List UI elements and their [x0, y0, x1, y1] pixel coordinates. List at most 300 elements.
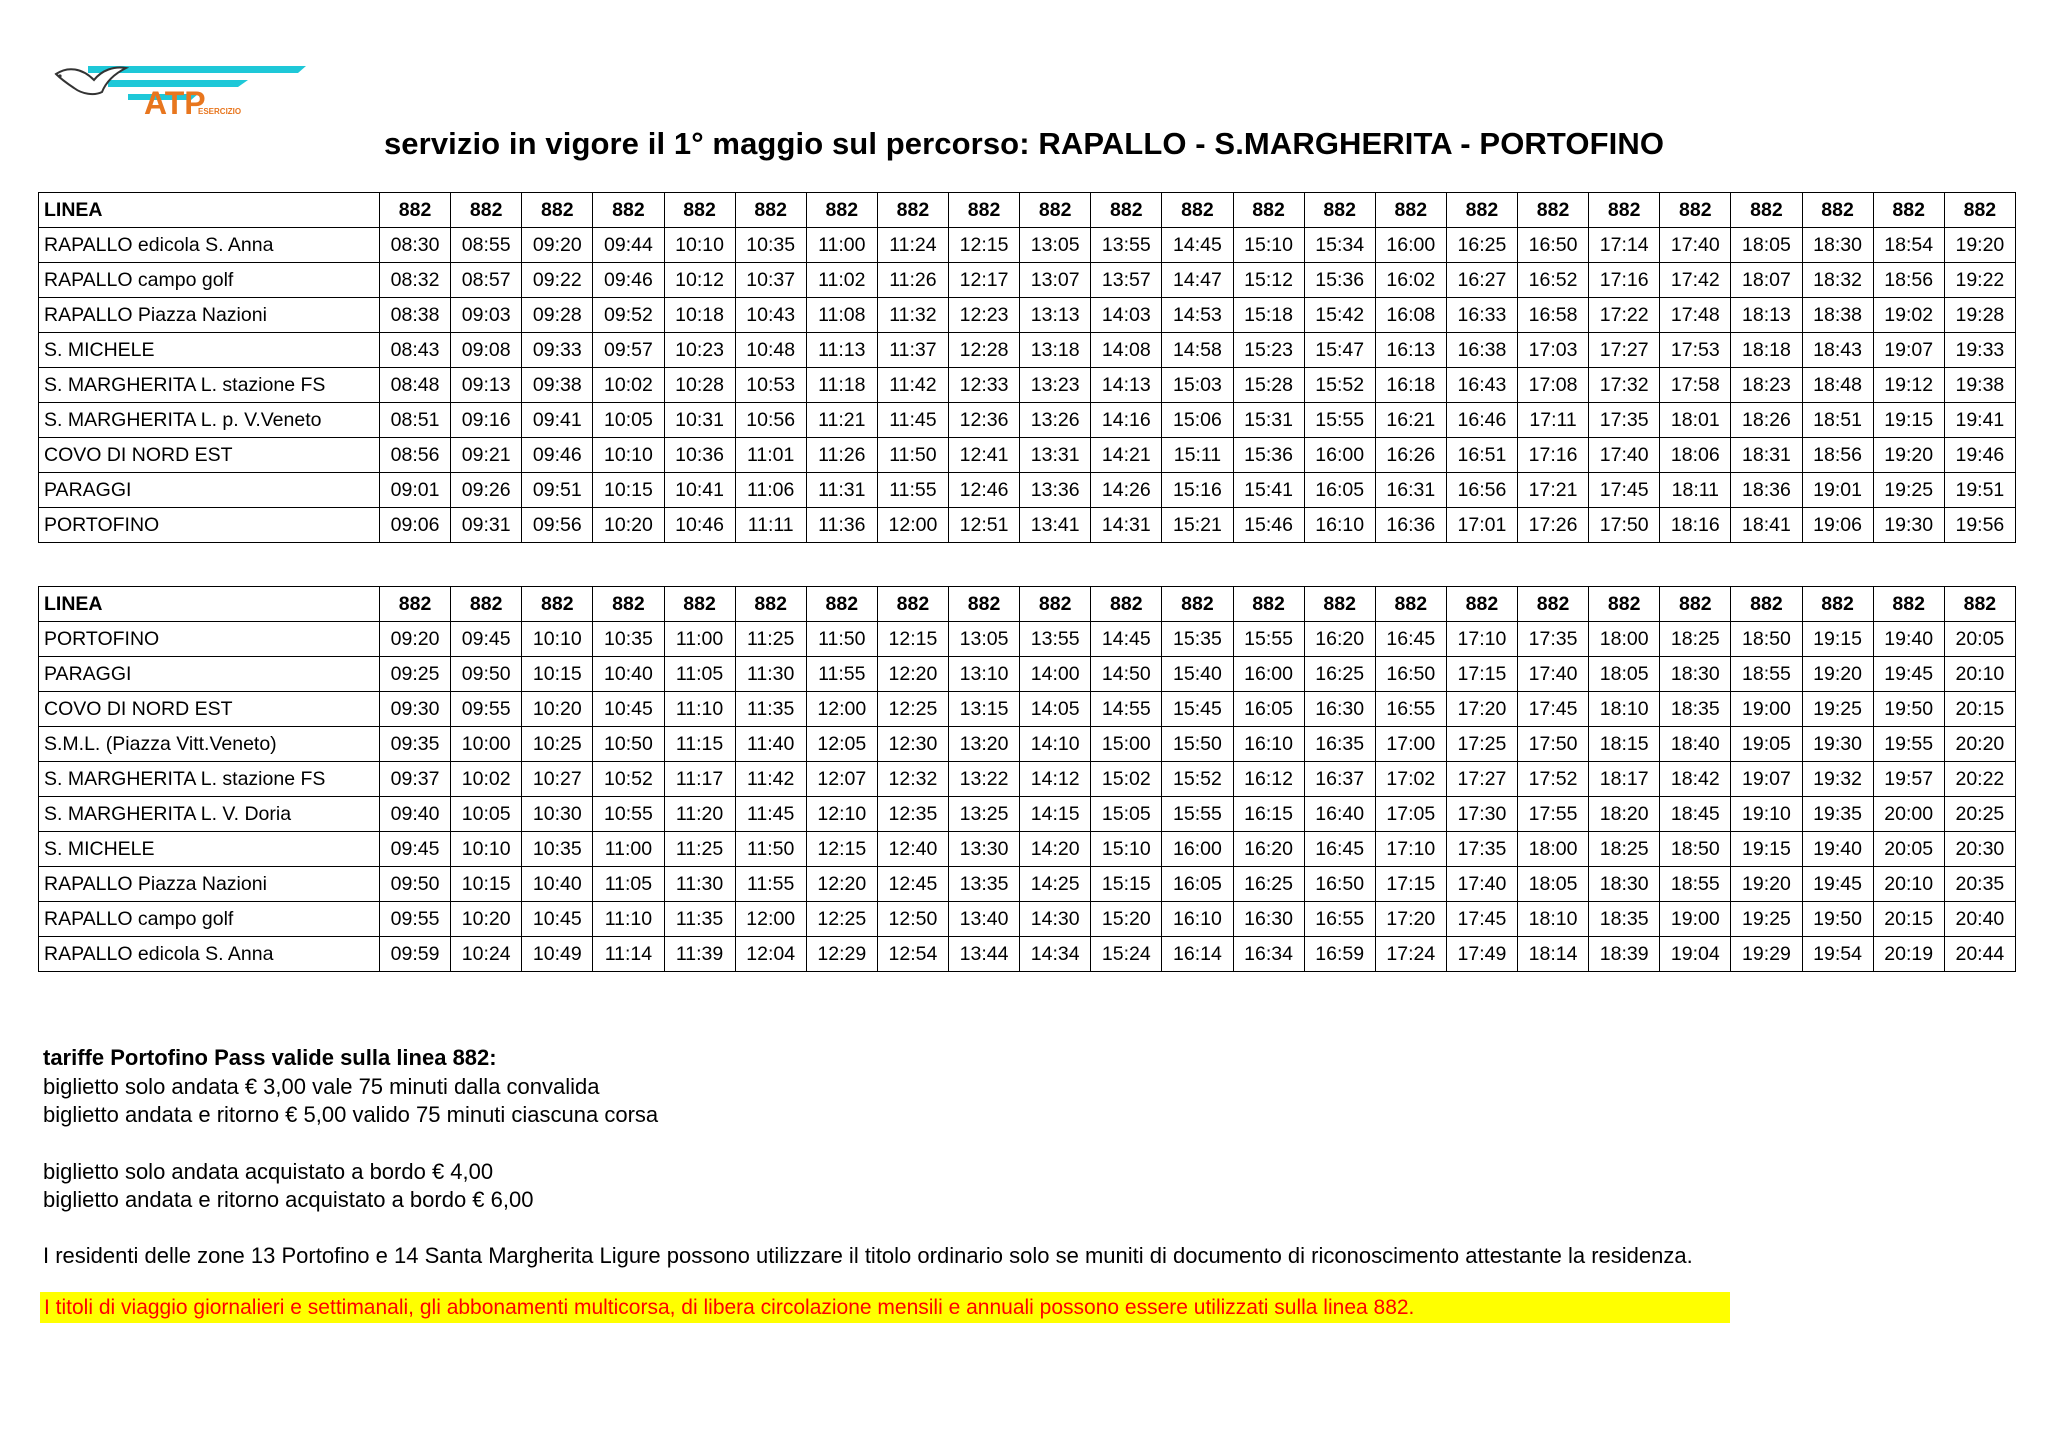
- table-row: [39, 333, 2016, 368]
- time-cell: 18:54: [1873, 228, 1944, 263]
- time-cell: 18:20: [1589, 797, 1660, 832]
- time-cell: 16:05: [1233, 692, 1304, 727]
- time-cell: 16:59: [1304, 937, 1375, 972]
- time-cell: 18:35: [1660, 692, 1731, 727]
- time-cell: 18:15: [1589, 727, 1660, 762]
- time-cell: 20:30: [1944, 832, 2015, 867]
- time-cell: 19:45: [1802, 867, 1873, 902]
- time-cell: 16:31: [1375, 473, 1446, 508]
- time-cell: 17:50: [1589, 508, 1660, 543]
- fare-line: biglietto andata e ritorno € 5,00 valido 75 minuti ciascuna corsa: [43, 1102, 659, 1127]
- time-cell: 12:40: [877, 832, 948, 867]
- time-cell: 17:32: [1589, 368, 1660, 403]
- time-cell: 15:12: [1233, 263, 1304, 298]
- line-number-cell: 882: [664, 193, 735, 228]
- residents-note: I residenti delle zone 13 Portofino e 14 Santa Margherita Ligure possono utilizzare il titolo ordinario solo se muniti di documento di riconoscimento attestante la residenza.: [43, 1243, 1693, 1268]
- time-cell: 13:25: [949, 797, 1020, 832]
- line-number-cell: 882: [877, 587, 948, 622]
- time-cell: 17:45: [1589, 473, 1660, 508]
- time-cell: 15:52: [1304, 368, 1375, 403]
- time-cell: 14:13: [1091, 368, 1162, 403]
- time-cell: 16:20: [1233, 832, 1304, 867]
- time-cell: 10:28: [664, 368, 735, 403]
- line-number-cell: 882: [451, 587, 522, 622]
- time-cell: 17:16: [1518, 438, 1589, 473]
- stop-name-cell: S. MICHELE: [39, 333, 380, 368]
- time-cell: 13:23: [1020, 368, 1091, 403]
- time-cell: 16:38: [1446, 333, 1517, 368]
- time-cell: 16:00: [1375, 228, 1446, 263]
- time-cell: 16:10: [1233, 727, 1304, 762]
- time-cell: 18:36: [1731, 473, 1802, 508]
- time-cell: 08:57: [451, 263, 522, 298]
- time-cell: 18:10: [1589, 692, 1660, 727]
- time-cell: 18:14: [1518, 937, 1589, 972]
- time-cell: 20:19: [1873, 937, 1944, 972]
- line-number-cell: 882: [1375, 193, 1446, 228]
- time-cell: 09:55: [451, 692, 522, 727]
- time-cell: 11:35: [735, 692, 806, 727]
- time-cell: 19:15: [1802, 622, 1873, 657]
- time-cell: 13:55: [1091, 228, 1162, 263]
- atp-logo: [48, 56, 308, 122]
- time-cell: 18:31: [1731, 438, 1802, 473]
- time-cell: 18:55: [1660, 867, 1731, 902]
- table-row: [39, 508, 2016, 543]
- time-cell: 10:30: [522, 797, 593, 832]
- time-cell: 17:20: [1375, 902, 1446, 937]
- time-cell: 13:57: [1091, 263, 1162, 298]
- stop-name-cell: PARAGGI: [39, 473, 380, 508]
- time-cell: 09:16: [451, 403, 522, 438]
- stop-name-cell: S. MARGHERITA L. stazione FS: [39, 762, 380, 797]
- time-cell: 13:36: [1020, 473, 1091, 508]
- line-number-cell: 882: [1944, 587, 2015, 622]
- time-cell: 11:20: [664, 797, 735, 832]
- time-cell: 19:12: [1873, 368, 1944, 403]
- time-cell: 14:55: [1091, 692, 1162, 727]
- time-cell: 15:55: [1233, 622, 1304, 657]
- time-cell: 11:31: [806, 473, 877, 508]
- time-cell: 17:50: [1518, 727, 1589, 762]
- time-cell: 20:20: [1944, 727, 2015, 762]
- time-cell: 12:35: [877, 797, 948, 832]
- table-row: [39, 727, 2016, 762]
- time-cell: 12:05: [806, 727, 877, 762]
- time-cell: 17:40: [1660, 228, 1731, 263]
- time-cell: 10:53: [735, 368, 806, 403]
- fares-heading: tariffe Portofino Pass valide sulla linea 882:: [43, 1045, 497, 1070]
- time-cell: 09:33: [522, 333, 593, 368]
- line-number-cell: 882: [806, 193, 877, 228]
- time-cell: 11:50: [806, 622, 877, 657]
- time-cell: 17:10: [1375, 832, 1446, 867]
- column-header-linea: LINEA: [39, 193, 380, 228]
- time-cell: 12:23: [949, 298, 1020, 333]
- time-cell: 11:50: [877, 438, 948, 473]
- line-number-cell: 882: [1589, 587, 1660, 622]
- line-number-cell: 882: [1518, 193, 1589, 228]
- time-cell: 18:30: [1589, 867, 1660, 902]
- time-cell: 11:00: [664, 622, 735, 657]
- line-number-cell: 882: [1304, 587, 1375, 622]
- time-cell: 13:20: [949, 727, 1020, 762]
- time-cell: 10:56: [735, 403, 806, 438]
- time-cell: 11:17: [664, 762, 735, 797]
- return-timetable: [38, 586, 2016, 972]
- line-number-cell: 882: [1731, 587, 1802, 622]
- time-cell: 16:30: [1233, 902, 1304, 937]
- time-cell: 15:41: [1233, 473, 1304, 508]
- time-cell: 16:10: [1304, 508, 1375, 543]
- time-cell: 11:36: [806, 508, 877, 543]
- time-cell: 10:45: [522, 902, 593, 937]
- table-header-row: [39, 193, 2016, 228]
- time-cell: 19:29: [1731, 937, 1802, 972]
- time-cell: 09:28: [522, 298, 593, 333]
- table-row: [39, 622, 2016, 657]
- time-cell: 19:25: [1873, 473, 1944, 508]
- time-cell: 18:50: [1660, 832, 1731, 867]
- time-cell: 16:26: [1375, 438, 1446, 473]
- time-cell: 09:51: [522, 473, 593, 508]
- time-cell: 13:41: [1020, 508, 1091, 543]
- time-cell: 11:25: [735, 622, 806, 657]
- time-cell: 09:26: [451, 473, 522, 508]
- time-cell: 08:32: [380, 263, 451, 298]
- stop-name-cell: RAPALLO edicola S. Anna: [39, 937, 380, 972]
- time-cell: 14:50: [1091, 657, 1162, 692]
- time-cell: 14:26: [1091, 473, 1162, 508]
- time-cell: 18:05: [1589, 657, 1660, 692]
- time-cell: 18:51: [1802, 403, 1873, 438]
- time-cell: 11:26: [877, 263, 948, 298]
- time-cell: 15:10: [1233, 228, 1304, 263]
- time-cell: 10:35: [593, 622, 664, 657]
- time-cell: 14:12: [1020, 762, 1091, 797]
- time-cell: 11:42: [735, 762, 806, 797]
- time-cell: 18:48: [1802, 368, 1873, 403]
- time-cell: 18:00: [1518, 832, 1589, 867]
- time-cell: 17:22: [1589, 298, 1660, 333]
- time-cell: 19:20: [1731, 867, 1802, 902]
- table-row: [39, 937, 2016, 972]
- time-cell: 19:54: [1802, 937, 1873, 972]
- line-number-cell: 882: [593, 587, 664, 622]
- time-cell: 12:20: [806, 867, 877, 902]
- time-cell: 18:26: [1731, 403, 1802, 438]
- time-cell: 18:40: [1660, 727, 1731, 762]
- time-cell: 18:30: [1660, 657, 1731, 692]
- time-cell: 16:35: [1304, 727, 1375, 762]
- time-cell: 14:30: [1020, 902, 1091, 937]
- time-cell: 20:44: [1944, 937, 2015, 972]
- time-cell: 16:18: [1375, 368, 1446, 403]
- line-number-cell: 882: [735, 193, 806, 228]
- time-cell: 16:02: [1375, 263, 1446, 298]
- time-cell: 12:00: [735, 902, 806, 937]
- time-cell: 16:58: [1518, 298, 1589, 333]
- time-cell: 14:10: [1020, 727, 1091, 762]
- table-row: [39, 473, 2016, 508]
- time-cell: 10:05: [593, 403, 664, 438]
- time-cell: 19:38: [1944, 368, 2015, 403]
- time-cell: 10:52: [593, 762, 664, 797]
- time-cell: 18:56: [1873, 263, 1944, 298]
- time-cell: 10:24: [451, 937, 522, 972]
- time-cell: 08:48: [380, 368, 451, 403]
- table-row: [39, 902, 2016, 937]
- time-cell: 15:02: [1091, 762, 1162, 797]
- time-cell: 19:30: [1873, 508, 1944, 543]
- time-cell: 19:40: [1873, 622, 1944, 657]
- time-cell: 09:37: [380, 762, 451, 797]
- time-cell: 16:30: [1304, 692, 1375, 727]
- line-number-cell: 882: [1162, 193, 1233, 228]
- time-cell: 09:38: [522, 368, 593, 403]
- time-cell: 18:17: [1589, 762, 1660, 797]
- time-cell: 16:50: [1375, 657, 1446, 692]
- time-cell: 19:15: [1873, 403, 1944, 438]
- time-cell: 10:12: [664, 263, 735, 298]
- time-cell: 10:48: [735, 333, 806, 368]
- time-cell: 16:51: [1446, 438, 1517, 473]
- time-cell: 15:36: [1233, 438, 1304, 473]
- stop-name-cell: PORTOFINO: [39, 508, 380, 543]
- time-cell: 10:15: [593, 473, 664, 508]
- time-cell: 18:32: [1802, 263, 1873, 298]
- time-cell: 16:10: [1162, 902, 1233, 937]
- table-row: [39, 298, 2016, 333]
- time-cell: 12:30: [877, 727, 948, 762]
- time-cell: 09:01: [380, 473, 451, 508]
- time-cell: 17:15: [1446, 657, 1517, 692]
- time-cell: 18:01: [1660, 403, 1731, 438]
- time-cell: 11:15: [664, 727, 735, 762]
- time-cell: 12:20: [877, 657, 948, 692]
- time-cell: 18:43: [1802, 333, 1873, 368]
- line-number-cell: 882: [522, 587, 593, 622]
- time-cell: 18:39: [1589, 937, 1660, 972]
- time-cell: 10:02: [451, 762, 522, 797]
- time-cell: 17:08: [1518, 368, 1589, 403]
- time-cell: 19:57: [1873, 762, 1944, 797]
- time-cell: 10:10: [664, 228, 735, 263]
- time-cell: 19:45: [1873, 657, 1944, 692]
- time-cell: 10:27: [522, 762, 593, 797]
- time-cell: 08:38: [380, 298, 451, 333]
- time-cell: 15:31: [1233, 403, 1304, 438]
- time-cell: 15:00: [1091, 727, 1162, 762]
- time-cell: 17:58: [1660, 368, 1731, 403]
- time-cell: 17:10: [1446, 622, 1517, 657]
- time-cell: 10:45: [593, 692, 664, 727]
- time-cell: 17:26: [1518, 508, 1589, 543]
- time-cell: 19:01: [1802, 473, 1873, 508]
- time-cell: 10:20: [451, 902, 522, 937]
- line-number-cell: 882: [806, 587, 877, 622]
- time-cell: 18:16: [1660, 508, 1731, 543]
- time-cell: 18:50: [1731, 622, 1802, 657]
- stop-name-cell: PARAGGI: [39, 657, 380, 692]
- time-cell: 10:23: [664, 333, 735, 368]
- time-cell: 18:00: [1589, 622, 1660, 657]
- time-cell: 10:35: [522, 832, 593, 867]
- line-number-cell: 882: [1375, 587, 1446, 622]
- time-cell: 16:00: [1233, 657, 1304, 692]
- time-cell: 09:35: [380, 727, 451, 762]
- time-cell: 18:18: [1731, 333, 1802, 368]
- time-cell: 18:10: [1518, 902, 1589, 937]
- time-cell: 17:35: [1446, 832, 1517, 867]
- time-cell: 10:10: [593, 438, 664, 473]
- time-cell: 15:15: [1091, 867, 1162, 902]
- time-cell: 19:35: [1802, 797, 1873, 832]
- time-cell: 11:11: [735, 508, 806, 543]
- time-cell: 19:51: [1944, 473, 2015, 508]
- time-cell: 15:18: [1233, 298, 1304, 333]
- time-cell: 17:49: [1446, 937, 1517, 972]
- time-cell: 11:00: [806, 228, 877, 263]
- stop-name-cell: S. MICHELE: [39, 832, 380, 867]
- time-cell: 16:15: [1233, 797, 1304, 832]
- time-cell: 12:04: [735, 937, 806, 972]
- time-cell: 11:45: [877, 403, 948, 438]
- time-cell: 19:02: [1873, 298, 1944, 333]
- time-cell: 11:39: [664, 937, 735, 972]
- time-cell: 19:10: [1731, 797, 1802, 832]
- time-cell: 12:46: [949, 473, 1020, 508]
- time-cell: 16:13: [1375, 333, 1446, 368]
- time-cell: 10:41: [664, 473, 735, 508]
- time-cell: 17:45: [1518, 692, 1589, 727]
- time-cell: 09:59: [380, 937, 451, 972]
- time-cell: 16:00: [1304, 438, 1375, 473]
- time-cell: 10:00: [451, 727, 522, 762]
- time-cell: 16:05: [1304, 473, 1375, 508]
- time-cell: 19:20: [1802, 657, 1873, 692]
- time-cell: 10:10: [451, 832, 522, 867]
- time-cell: 20:10: [1944, 657, 2015, 692]
- time-cell: 17:02: [1375, 762, 1446, 797]
- time-cell: 12:25: [806, 902, 877, 937]
- time-cell: 09:52: [593, 298, 664, 333]
- time-cell: 15:05: [1091, 797, 1162, 832]
- stop-name-cell: RAPALLO campo golf: [39, 263, 380, 298]
- time-cell: 12:10: [806, 797, 877, 832]
- time-cell: 20:15: [1873, 902, 1944, 937]
- time-cell: 19:20: [1873, 438, 1944, 473]
- time-cell: 16:45: [1375, 622, 1446, 657]
- time-cell: 13:13: [1020, 298, 1091, 333]
- time-cell: 18:56: [1802, 438, 1873, 473]
- time-cell: 16:45: [1304, 832, 1375, 867]
- time-cell: 15:52: [1162, 762, 1233, 797]
- time-cell: 09:21: [451, 438, 522, 473]
- time-cell: 09:25: [380, 657, 451, 692]
- time-cell: 18:42: [1660, 762, 1731, 797]
- time-cell: 10:18: [664, 298, 735, 333]
- time-cell: 14:45: [1091, 622, 1162, 657]
- time-cell: 17:16: [1589, 263, 1660, 298]
- time-cell: 12:28: [949, 333, 1020, 368]
- time-cell: 11:21: [806, 403, 877, 438]
- time-cell: 20:10: [1873, 867, 1944, 902]
- time-cell: 11:45: [735, 797, 806, 832]
- stop-name-cell: RAPALLO Piazza Nazioni: [39, 867, 380, 902]
- time-cell: 18:23: [1731, 368, 1802, 403]
- table-row: [39, 438, 2016, 473]
- time-cell: 19:56: [1944, 508, 2015, 543]
- stop-name-cell: RAPALLO Piazza Nazioni: [39, 298, 380, 333]
- time-cell: 19:41: [1944, 403, 2015, 438]
- time-cell: 12:32: [877, 762, 948, 797]
- time-cell: 13:26: [1020, 403, 1091, 438]
- time-cell: 11:18: [806, 368, 877, 403]
- time-cell: 09:20: [380, 622, 451, 657]
- time-cell: 17:15: [1375, 867, 1446, 902]
- time-cell: 11:42: [877, 368, 948, 403]
- time-cell: 15:45: [1162, 692, 1233, 727]
- stop-name-cell: COVO DI NORD EST: [39, 438, 380, 473]
- logo-subtext: ESERCIZIO: [198, 107, 242, 116]
- time-cell: 11:55: [877, 473, 948, 508]
- table-row: [39, 228, 2016, 263]
- line-number-cell: 882: [1162, 587, 1233, 622]
- time-cell: 09:30: [380, 692, 451, 727]
- fares-section: [43, 1044, 658, 1215]
- time-cell: 11:14: [593, 937, 664, 972]
- time-cell: 20:40: [1944, 902, 2015, 937]
- time-cell: 14:31: [1091, 508, 1162, 543]
- line-number-cell: 882: [1091, 587, 1162, 622]
- time-cell: 11:10: [593, 902, 664, 937]
- time-cell: 15:50: [1162, 727, 1233, 762]
- time-cell: 14:34: [1020, 937, 1091, 972]
- time-cell: 10:25: [522, 727, 593, 762]
- time-cell: 10:43: [735, 298, 806, 333]
- time-cell: 16:55: [1304, 902, 1375, 937]
- table-header-row: [39, 587, 2016, 622]
- time-cell: 18:38: [1802, 298, 1873, 333]
- stop-name-cell: S. MARGHERITA L. stazione FS: [39, 368, 380, 403]
- time-cell: 17:21: [1518, 473, 1589, 508]
- table-row: [39, 832, 2016, 867]
- time-cell: 17:40: [1589, 438, 1660, 473]
- table-row: [39, 867, 2016, 902]
- line-number-cell: 882: [522, 193, 593, 228]
- time-cell: 11:50: [735, 832, 806, 867]
- time-cell: 08:56: [380, 438, 451, 473]
- time-cell: 19:25: [1802, 692, 1873, 727]
- time-cell: 12:15: [806, 832, 877, 867]
- stop-name-cell: PORTOFINO: [39, 622, 380, 657]
- time-cell: 19:32: [1802, 762, 1873, 797]
- time-cell: 19:33: [1944, 333, 2015, 368]
- time-cell: 10:40: [522, 867, 593, 902]
- line-number-cell: 882: [1233, 587, 1304, 622]
- time-cell: 16:50: [1304, 867, 1375, 902]
- time-cell: 19:40: [1802, 832, 1873, 867]
- line-number-cell: 882: [735, 587, 806, 622]
- stop-name-cell: S. MARGHERITA L. p. V.Veneto: [39, 403, 380, 438]
- time-cell: 13:05: [949, 622, 1020, 657]
- outbound-timetable: [38, 192, 2016, 543]
- time-cell: 18:25: [1589, 832, 1660, 867]
- time-cell: 17:25: [1446, 727, 1517, 762]
- time-cell: 11:00: [593, 832, 664, 867]
- time-cell: 11:02: [806, 263, 877, 298]
